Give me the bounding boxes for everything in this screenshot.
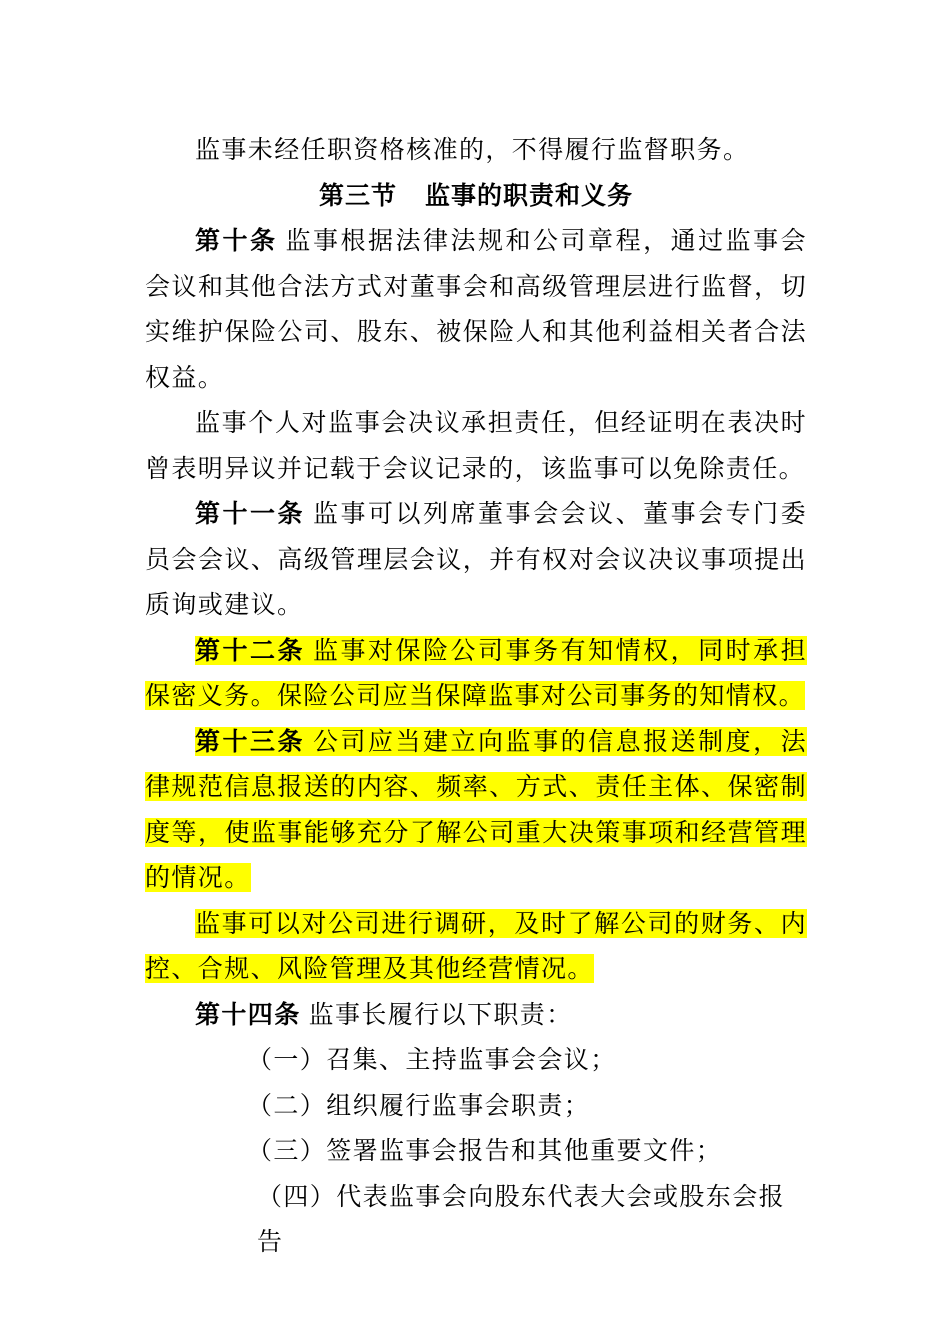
section-number: 第三节 [318,180,397,210]
section-heading [145,173,807,219]
article-13-label: 第十三条 [195,726,306,756]
paragraph-research-text: 监事可以对公司进行调研，及时了解公司的财务、内控、合规、风险管理及其他经营情况。 [145,908,807,983]
article-13 [145,719,807,901]
article-11 [145,491,807,628]
article-12-text: 监事对保险公司事务有知情权，同时承担保密义务。保险公司应当保障监事对公司事务的知情权。 [145,635,808,710]
article-14 [145,992,807,1038]
highlight [145,636,807,711]
article-11-text: 监事可以列席董事会会议、董事会专门委员会会议、高级管理层会议，并有权对会议决议事项提出质询或建议。 [145,499,808,619]
article-13-text: 公司应当建立向监事的信息报送制度，法律规范信息报送的内容、频率、方式、责任主体、保密制度等，使监事能够充分了解公司重大决策事项和经营管理的情况。 [145,726,808,892]
article-14-label: 第十四条 [195,999,301,1029]
paragraph-research [145,901,807,992]
article-12-label: 第十二条 [195,635,306,665]
article-12 [145,628,807,719]
section-title: 监事的职责和义务 [425,180,634,210]
highlight [145,727,807,893]
list-item: （三）签署监事会报告和其他重要文件； [247,1136,723,1165]
article-10 [145,218,807,400]
paragraph-liability: 监事个人对监事会决议承担责任，但经证明在表决时曾表明异议并记载于会议记录的，该监事可以免除责任。 [145,408,807,483]
article-11-label: 第十一条 [195,499,306,528]
list-item: （一）召集、主持监事会会议； [247,1045,617,1074]
article-10-label: 第十条 [195,226,278,255]
list-item: （四）代表监事会向股东代表大会或股东会报告 [257,1181,786,1256]
article-10-text: 监事根据法律法规和公司章程，通过监事会会议和其他合法方式对董事会和高级管理层进行监督，切实维护保险公司、股东、被保险人和其他利益相关者合法权益。 [145,226,807,392]
paragraph-qualification: 监事未经任职资格核准的，不得履行监督职务。 [195,135,750,164]
list-item: （二）组织履行监事会职责； [247,1090,591,1120]
document-page [145,127,807,1265]
article-14-text: 监事长履行以下职责： [308,999,573,1029]
